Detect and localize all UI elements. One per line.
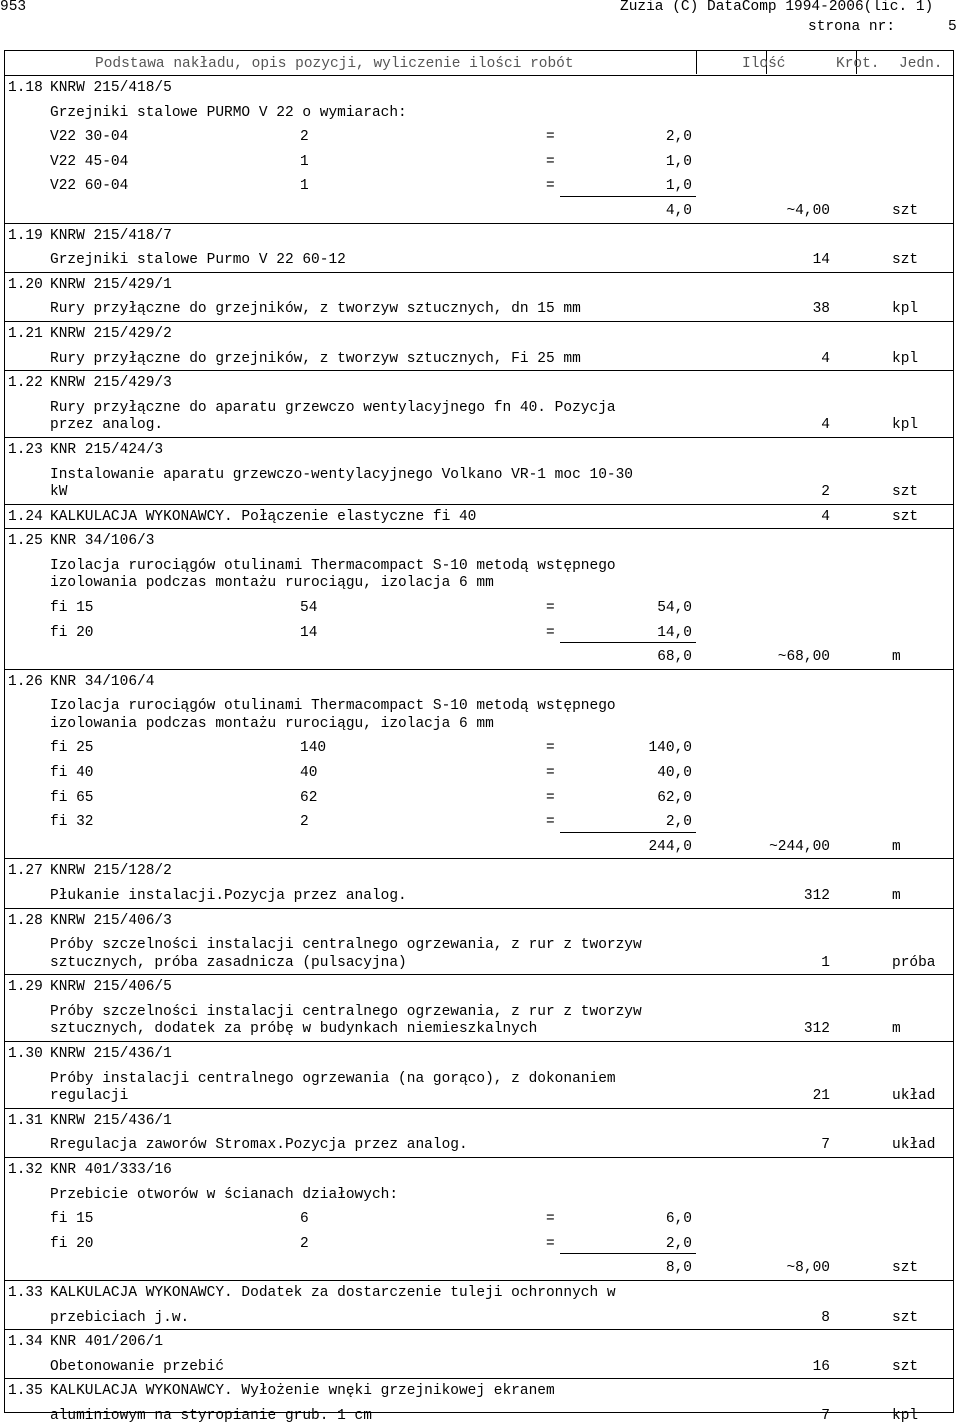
row-separator bbox=[560, 196, 696, 197]
calc-value: 54,0 bbox=[657, 599, 692, 616]
item-quantity: ~8,00 bbox=[786, 1260, 830, 1277]
item-quantity: 4 bbox=[821, 508, 830, 525]
item-number: 1.25 bbox=[8, 533, 43, 550]
item-description: Przebicie otworów w ścianach działowych: bbox=[50, 1186, 399, 1203]
item-unit: szt bbox=[892, 508, 919, 525]
row-separator bbox=[4, 858, 954, 859]
item-description: sztucznych, dodatek za próbę w budynkach niemieszkalnych bbox=[50, 1021, 538, 1038]
calc-equals: = bbox=[546, 624, 555, 641]
calc-equals: = bbox=[546, 153, 555, 170]
item-description: Grzejniki stalowe PURMO V 22 o wymiarach: bbox=[50, 104, 407, 121]
item-basis-code: KALKULACJA WYKONAWCY. Dodatek za dostarczenie tuleji ochronnych w bbox=[50, 1284, 616, 1301]
item-description: Płukanie instalacji.Pozycja przez analog. bbox=[50, 888, 407, 904]
calc-value: 140,0 bbox=[648, 740, 692, 757]
item-description: przebiciach j.w. bbox=[50, 1309, 190, 1326]
row-separator bbox=[4, 528, 954, 529]
item-quantity: 312 bbox=[803, 888, 830, 904]
item-basis-code: KNR 34/106/4 bbox=[50, 673, 155, 690]
calc-label: fi 32 bbox=[50, 814, 94, 831]
calc-label: fi 65 bbox=[50, 789, 94, 806]
item-description: Próby instalacji centralnego ogrzewania (na gorąco), z dokonaniem bbox=[50, 1070, 616, 1087]
item-description: izolowania podczas montażu rurociągu, izolacja 6 mm bbox=[50, 575, 494, 592]
column-header-quantity: Ilość bbox=[742, 56, 786, 72]
item-description: Izolacja rurociągów otulinami Thermacompact S-10 metodą wstępnego bbox=[50, 557, 616, 574]
item-quantity: 7 bbox=[821, 1137, 830, 1154]
calc-count: 14 bbox=[300, 624, 318, 641]
calc-label: fi 20 bbox=[50, 624, 94, 641]
item-description: Rregulacja zaworów Stromax.Pozycja przez analog. bbox=[50, 1137, 468, 1154]
calc-equals: = bbox=[546, 1235, 555, 1252]
calc-count: 6 bbox=[300, 1211, 309, 1228]
row-separator bbox=[4, 437, 954, 438]
item-quantity: ~68,00 bbox=[777, 649, 830, 666]
calc-label: V22 30-04 bbox=[50, 129, 129, 146]
item-number: 1.31 bbox=[8, 1112, 43, 1129]
row-separator bbox=[4, 908, 954, 909]
item-description: Rury przyłączne do grzejników, z tworzyw sztucznych, Fi 25 mm bbox=[50, 350, 581, 367]
item-unit: kpl bbox=[892, 301, 919, 318]
item-unit: szt bbox=[892, 252, 919, 269]
item-quantity: 7 bbox=[821, 1407, 830, 1424]
calc-equals: = bbox=[546, 765, 555, 781]
item-description: Izolacja rurociągów otulinami Thermacompact S-10 metodą wstępnego bbox=[50, 698, 616, 715]
row-separator bbox=[4, 370, 954, 371]
row-separator bbox=[4, 504, 954, 505]
item-basis-code: KNR 34/106/3 bbox=[50, 533, 155, 550]
calc-sum: 244,0 bbox=[648, 838, 692, 855]
item-unit: szt bbox=[892, 484, 919, 500]
item-unit: szt bbox=[892, 203, 919, 219]
calc-count: 2 bbox=[300, 129, 309, 146]
calc-count: 62 bbox=[300, 789, 318, 806]
calc-equals: = bbox=[546, 178, 555, 195]
calc-count: 54 bbox=[300, 599, 318, 616]
item-number: 1.28 bbox=[8, 912, 43, 929]
item-unit: m bbox=[892, 1021, 901, 1038]
row-separator bbox=[560, 832, 696, 833]
item-quantity: 4 bbox=[821, 417, 830, 434]
calc-count: 2 bbox=[300, 1235, 309, 1252]
row-separator bbox=[4, 1041, 954, 1042]
calc-value: 1,0 bbox=[665, 153, 692, 170]
item-unit: szt bbox=[892, 1260, 919, 1277]
item-number: 1.27 bbox=[8, 863, 43, 880]
item-quantity: 21 bbox=[812, 1088, 830, 1105]
item-number: 1.24 bbox=[8, 508, 43, 525]
item-description: Obetonowanie przebić bbox=[50, 1358, 225, 1375]
calc-equals: = bbox=[546, 129, 555, 146]
item-description: Grzejniki stalowe Purmo V 22 60-12 bbox=[50, 252, 346, 269]
row-separator bbox=[4, 1378, 954, 1379]
calc-label: fi 20 bbox=[50, 1235, 94, 1252]
item-quantity: ~244,00 bbox=[769, 838, 830, 855]
item-basis-code: KNRW 215/436/1 bbox=[50, 1112, 172, 1129]
calc-value: 14,0 bbox=[657, 624, 692, 641]
row-separator bbox=[4, 272, 954, 273]
item-number: 1.33 bbox=[8, 1284, 43, 1301]
item-number: 1.20 bbox=[8, 276, 43, 293]
row-separator bbox=[4, 669, 954, 670]
item-basis-code: KNRW 215/418/5 bbox=[50, 80, 172, 96]
item-description: Rury przyłączne do aparatu grzewczo wentylacyjnego fn 40. Pozycja bbox=[50, 399, 616, 416]
item-unit: układ bbox=[892, 1137, 936, 1154]
item-quantity: 312 bbox=[803, 1021, 830, 1038]
row-separator bbox=[4, 223, 954, 224]
item-number: 1.34 bbox=[8, 1334, 43, 1351]
item-number: 1.32 bbox=[8, 1161, 43, 1178]
item-quantity: 8 bbox=[821, 1309, 830, 1326]
item-quantity: 16 bbox=[812, 1358, 830, 1375]
item-description: regulacji bbox=[50, 1088, 129, 1105]
item-basis-code: KNRW 215/436/1 bbox=[50, 1046, 172, 1062]
calc-value: 62,0 bbox=[657, 789, 692, 806]
item-description: kW bbox=[50, 484, 68, 500]
item-basis-code: KNRW 215/418/7 bbox=[50, 227, 172, 244]
item-unit: kpl bbox=[892, 350, 919, 367]
item-basis-code: KNR 401/206/1 bbox=[50, 1334, 164, 1351]
item-unit: szt bbox=[892, 1309, 919, 1326]
calc-count: 1 bbox=[300, 153, 309, 170]
row-separator bbox=[560, 1253, 696, 1254]
page-label: strona nr: bbox=[808, 19, 896, 35]
calc-value: 2,0 bbox=[665, 814, 692, 831]
calc-equals: = bbox=[546, 599, 555, 616]
item-number: 1.35 bbox=[8, 1383, 43, 1400]
software-title: Zuzia (C) DataComp 1994-2006(lic. 1) bbox=[620, 0, 934, 15]
item-description: Próby szczelności instalacji centralnego ogrzewania, z rur z tworzyw bbox=[50, 937, 642, 954]
item-basis-code: KNRW 215/429/1 bbox=[50, 276, 172, 293]
row-separator bbox=[4, 974, 954, 975]
calc-label: fi 25 bbox=[50, 740, 94, 757]
row-separator bbox=[4, 75, 954, 76]
row-separator bbox=[560, 642, 696, 643]
item-basis-code: KNRW 215/429/2 bbox=[50, 326, 172, 342]
calc-sum: 8,0 bbox=[665, 1260, 692, 1277]
item-basis-code: KNRW 215/128/2 bbox=[50, 863, 172, 880]
calc-equals: = bbox=[546, 814, 555, 831]
item-unit: m bbox=[892, 838, 901, 855]
item-description: Instalowanie aparatu grzewczo-wentylacyjnego Volkano VR-1 moc 10-30 bbox=[50, 466, 633, 483]
item-number: 1.19 bbox=[8, 227, 43, 244]
item-description: Próby szczelności instalacji centralnego ogrzewania, z rur z tworzyw bbox=[50, 1003, 642, 1020]
column-header-unit: Jedn. bbox=[899, 56, 943, 72]
calc-value: 2,0 bbox=[665, 1235, 692, 1252]
calc-count: 40 bbox=[300, 765, 318, 781]
calc-label: V22 60-04 bbox=[50, 178, 129, 195]
row-separator bbox=[4, 1329, 954, 1330]
item-description: Rury przyłączne do grzejników, z tworzyw sztucznych, dn 15 mm bbox=[50, 301, 581, 318]
column-header-description: Podstawa nakładu, opis pozycji, wyliczenie ilości robót bbox=[95, 56, 574, 72]
item-unit: układ bbox=[892, 1088, 936, 1105]
item-number: 1.30 bbox=[8, 1046, 43, 1062]
item-description: izolowania podczas montażu rurociągu, izolacja 6 mm bbox=[50, 715, 494, 732]
item-unit: szt bbox=[892, 1358, 919, 1375]
item-basis-code: KALKULACJA WYKONAWCY. Połączenie elastyczne fi 40 bbox=[50, 508, 477, 525]
item-number: 1.18 bbox=[8, 80, 43, 96]
item-unit: próba bbox=[892, 954, 936, 971]
page-number: 5 bbox=[948, 19, 957, 35]
qty-column-divider bbox=[696, 50, 697, 74]
item-unit: kpl bbox=[892, 417, 919, 434]
item-basis-code: KALKULACJA WYKONAWCY. Wyłożenie wnęki grzejnikowej ekranem bbox=[50, 1383, 555, 1400]
row-separator bbox=[4, 1108, 954, 1109]
row-separator bbox=[4, 1280, 954, 1281]
item-number: 1.23 bbox=[8, 441, 43, 458]
item-unit: m bbox=[892, 649, 901, 666]
item-number: 1.29 bbox=[8, 979, 43, 996]
item-unit: kpl bbox=[892, 1407, 919, 1424]
calc-count: 1 bbox=[300, 178, 309, 195]
calc-count: 2 bbox=[300, 814, 309, 831]
item-unit: m bbox=[892, 888, 901, 904]
item-basis-code: KNRW 215/429/3 bbox=[50, 375, 172, 392]
item-basis-code: KNR 401/333/16 bbox=[50, 1161, 172, 1178]
row-separator bbox=[4, 1157, 954, 1158]
item-quantity: ~4,00 bbox=[786, 203, 830, 219]
calc-count: 140 bbox=[300, 740, 327, 757]
calc-label: fi 40 bbox=[50, 765, 94, 781]
row-separator bbox=[4, 321, 954, 322]
item-number: 1.22 bbox=[8, 375, 43, 392]
calc-value: 1,0 bbox=[665, 178, 692, 195]
calc-equals: = bbox=[546, 740, 555, 757]
calc-label: fi 15 bbox=[50, 599, 94, 616]
calc-sum: 68,0 bbox=[657, 649, 692, 666]
calc-label: fi 15 bbox=[50, 1211, 94, 1228]
item-quantity: 38 bbox=[812, 301, 830, 318]
item-quantity: 2 bbox=[821, 484, 830, 500]
page-counter: 953 bbox=[0, 0, 27, 15]
calc-sum: 4,0 bbox=[665, 203, 692, 219]
calc-equals: = bbox=[546, 789, 555, 806]
item-basis-code: KNRW 215/406/3 bbox=[50, 912, 172, 929]
calc-value: 40,0 bbox=[657, 765, 692, 781]
calc-value: 2,0 bbox=[665, 129, 692, 146]
item-quantity: 1 bbox=[821, 954, 830, 971]
item-description: aluminiowym na styropianie grub. 1 cm bbox=[50, 1407, 372, 1424]
item-number: 1.26 bbox=[8, 673, 43, 690]
calc-value: 6,0 bbox=[665, 1211, 692, 1228]
calc-equals: = bbox=[546, 1211, 555, 1228]
item-description: przez analog. bbox=[50, 417, 164, 434]
item-basis-code: KNRW 215/406/5 bbox=[50, 979, 172, 996]
calc-label: V22 45-04 bbox=[50, 153, 129, 170]
item-quantity: 14 bbox=[812, 252, 830, 269]
column-header-multiplier: Krot. bbox=[836, 56, 880, 72]
item-basis-code: KNR 215/424/3 bbox=[50, 441, 164, 458]
item-description: sztucznych, próba zasadnicza (pulsacyjna) bbox=[50, 954, 407, 971]
item-number: 1.21 bbox=[8, 326, 43, 342]
item-quantity: 4 bbox=[821, 350, 830, 367]
